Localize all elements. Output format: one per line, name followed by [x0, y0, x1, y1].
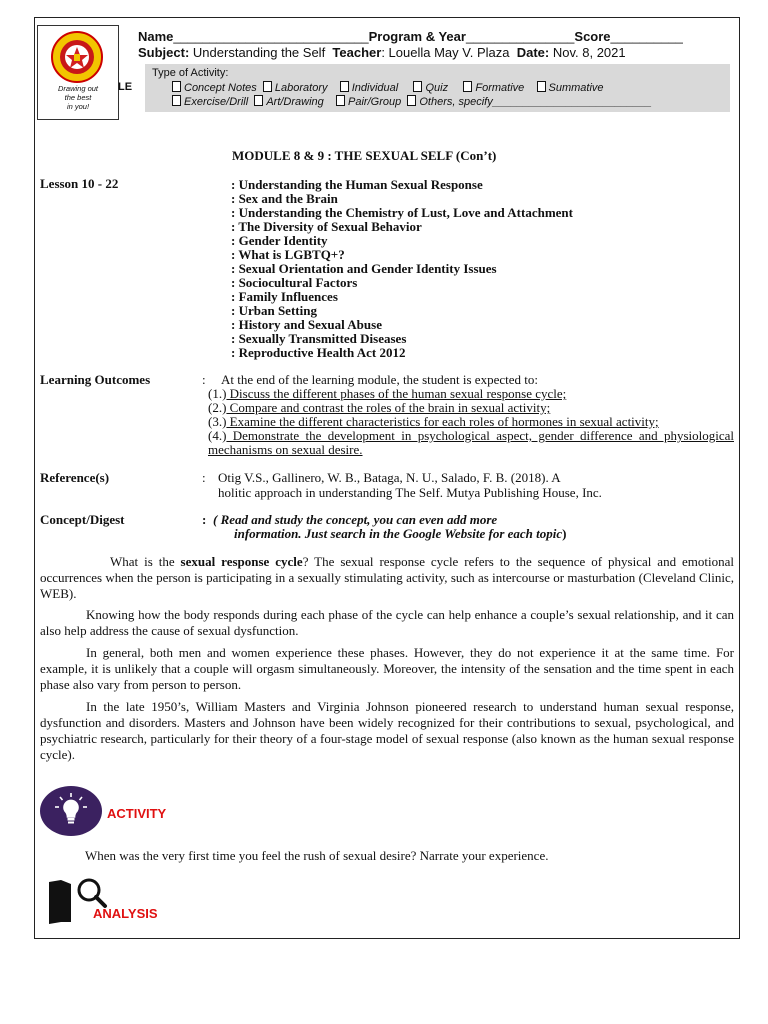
concept-line-2: information. Just search in the Google Website for each topic)	[234, 526, 567, 541]
subject-label: Subject:	[138, 45, 190, 60]
activity-question: When was the very first time you feel the rush of sexual desire? Narrate your experience.	[85, 848, 549, 863]
activity-type-title: Type of Activity:	[152, 67, 229, 79]
checkbox-art-drawing[interactable]: Art/Drawing	[254, 96, 323, 108]
analysis-label: ANALYSIS	[93, 906, 158, 921]
header-row-1	[138, 29, 683, 44]
program-label: Program & Year	[368, 29, 466, 44]
reference-colon: :	[202, 470, 206, 485]
concept-line-1: ( Read and study the concept, you can even add more	[213, 512, 498, 527]
school-seal-icon	[43, 30, 111, 84]
outcome-item: (4.) Demonstrate the development in psychological aspect, gender difference and physiological mechanisms on sexual desire.	[208, 428, 734, 457]
checkbox-individual[interactable]: Individual	[340, 82, 398, 94]
reference-line-1: Otig V.S., Gallinero, W. B., Bataga, N. U., Salado, F. B. (2018). A	[218, 470, 561, 485]
topic-item: : The Diversity of Sexual Behavior	[231, 219, 422, 234]
outcome-item: (2.) Compare and contrast the roles of the brain in sexual activity;	[208, 400, 551, 415]
score-field[interactable]: __________	[610, 29, 683, 44]
checkbox-concept-notes[interactable]: Concept Notes	[172, 82, 257, 94]
activity-type-row-1	[172, 81, 604, 94]
logo-tagline: Drawing out the best in you!	[57, 84, 99, 111]
checkbox-summative[interactable]: Summative	[537, 82, 604, 94]
teacher-label: Teacher	[332, 45, 382, 60]
checkbox-quiz[interactable]: Quiz	[413, 82, 448, 94]
topic-item: : Sexual Orientation and Gender Identity Issues	[231, 261, 497, 276]
topic-item: : Family Influences	[231, 289, 338, 304]
paragraph-4: In the late 1950’s, William Masters and Virginia Johnson pioneered research to understand human sexual response, dysfunction and disorders. Masters and Johnson have been widely recognized for their contributions to sexual, psychological, and psychiatric research, particularly for their theory of a four-stage model of sexual response (also known as the human sexual response cycle).	[40, 699, 734, 762]
paragraph-3: In general, both men and women experience these phases. However, they do not experience it at the same time. For example, it is unlikely that a couple will orgasm simultaneously. Moreover, the intensity of the sensation and the time spent in each phase also vary from person to person.	[40, 645, 734, 692]
topic-item: : Gender Identity	[231, 233, 328, 248]
topic-item: : History and Sexual Abuse	[231, 317, 382, 332]
activity-label: ACTIVITY	[107, 806, 167, 821]
outcome-item: (3.) Examine the different characteristics for each roles of hormones in sexual activity;	[208, 414, 659, 429]
reference-label: Reference(s)	[40, 470, 110, 485]
learning-outcomes-intro: At the end of the learning module, the student is expected to:	[221, 372, 538, 387]
activity-type-row-2	[172, 95, 652, 108]
paragraph-2: Knowing how the body responds during each phase of the cycle can help enhance a couple’s sexual relationship, and it can also help address the cause of sexual dysfunction.	[40, 607, 734, 638]
topic-item: : Sexually Transmitted Diseases	[231, 331, 407, 346]
lesson-label: Lesson 10 - 22	[40, 176, 119, 191]
checkbox-formative[interactable]: Formative	[463, 82, 524, 94]
concept-colon: :	[202, 512, 207, 527]
teacher-value: : Louella May V. Plaza	[381, 45, 510, 60]
topic-item: : Understanding the Human Sexual Response	[231, 177, 483, 192]
name-label: Name	[138, 29, 174, 44]
subject-value: Understanding the Self	[192, 45, 326, 60]
lightbulb-icon	[40, 785, 102, 837]
date-label: Date:	[516, 45, 550, 60]
topic-item: : Urban Setting	[231, 303, 317, 318]
header-row-2	[138, 45, 626, 60]
date-value: Nov. 8, 2021	[552, 45, 626, 60]
checkbox-pair-group[interactable]: Pair/Group	[336, 96, 401, 108]
topic-item: : What is LGBTQ+?	[231, 247, 345, 262]
reference-line-2: holitic approach in understanding The Self. Mutya Publishing House, Inc.	[218, 485, 602, 500]
outcome-item: (1.) Discuss the different phases of the human sexual response cycle;	[208, 386, 567, 401]
topic-item: : Sociocultural Factors	[231, 275, 358, 290]
checkbox-laboratory[interactable]: Laboratory	[263, 82, 328, 94]
topic-item: : Understanding the Chemistry of Lust, Love and Attachment	[231, 205, 573, 220]
school-logo	[37, 25, 119, 120]
checkbox-exercise-drill[interactable]: Exercise/Drill	[172, 96, 248, 108]
program-field[interactable]: _______________	[465, 29, 575, 44]
hidden-text-fragment: LE	[118, 81, 133, 93]
name-field[interactable]: ___________________________	[173, 29, 369, 44]
topic-item: : Sex and the Brain	[231, 191, 338, 206]
paragraph-1: What is the sexual response cycle? The sexual response cycle refers to the sequence of physical and emotional occurrences when the person is participating in a sexually stimulating activity, such as intercourse or masturbation (Cleveland Clinic, WEB).	[40, 554, 734, 601]
score-label: Score	[574, 29, 611, 44]
concept-label: Concept/Digest	[40, 512, 125, 527]
learning-outcomes-label: Learning Outcomes	[40, 372, 151, 387]
module-title: MODULE 8 & 9 : THE SEXUAL SELF (Con’t)	[232, 148, 497, 163]
learning-outcomes-colon: :	[202, 372, 206, 387]
checkbox-others-specify[interactable]: Others, specify__________________________	[407, 96, 651, 108]
topic-item: : Reproductive Health Act 2012	[231, 345, 406, 360]
